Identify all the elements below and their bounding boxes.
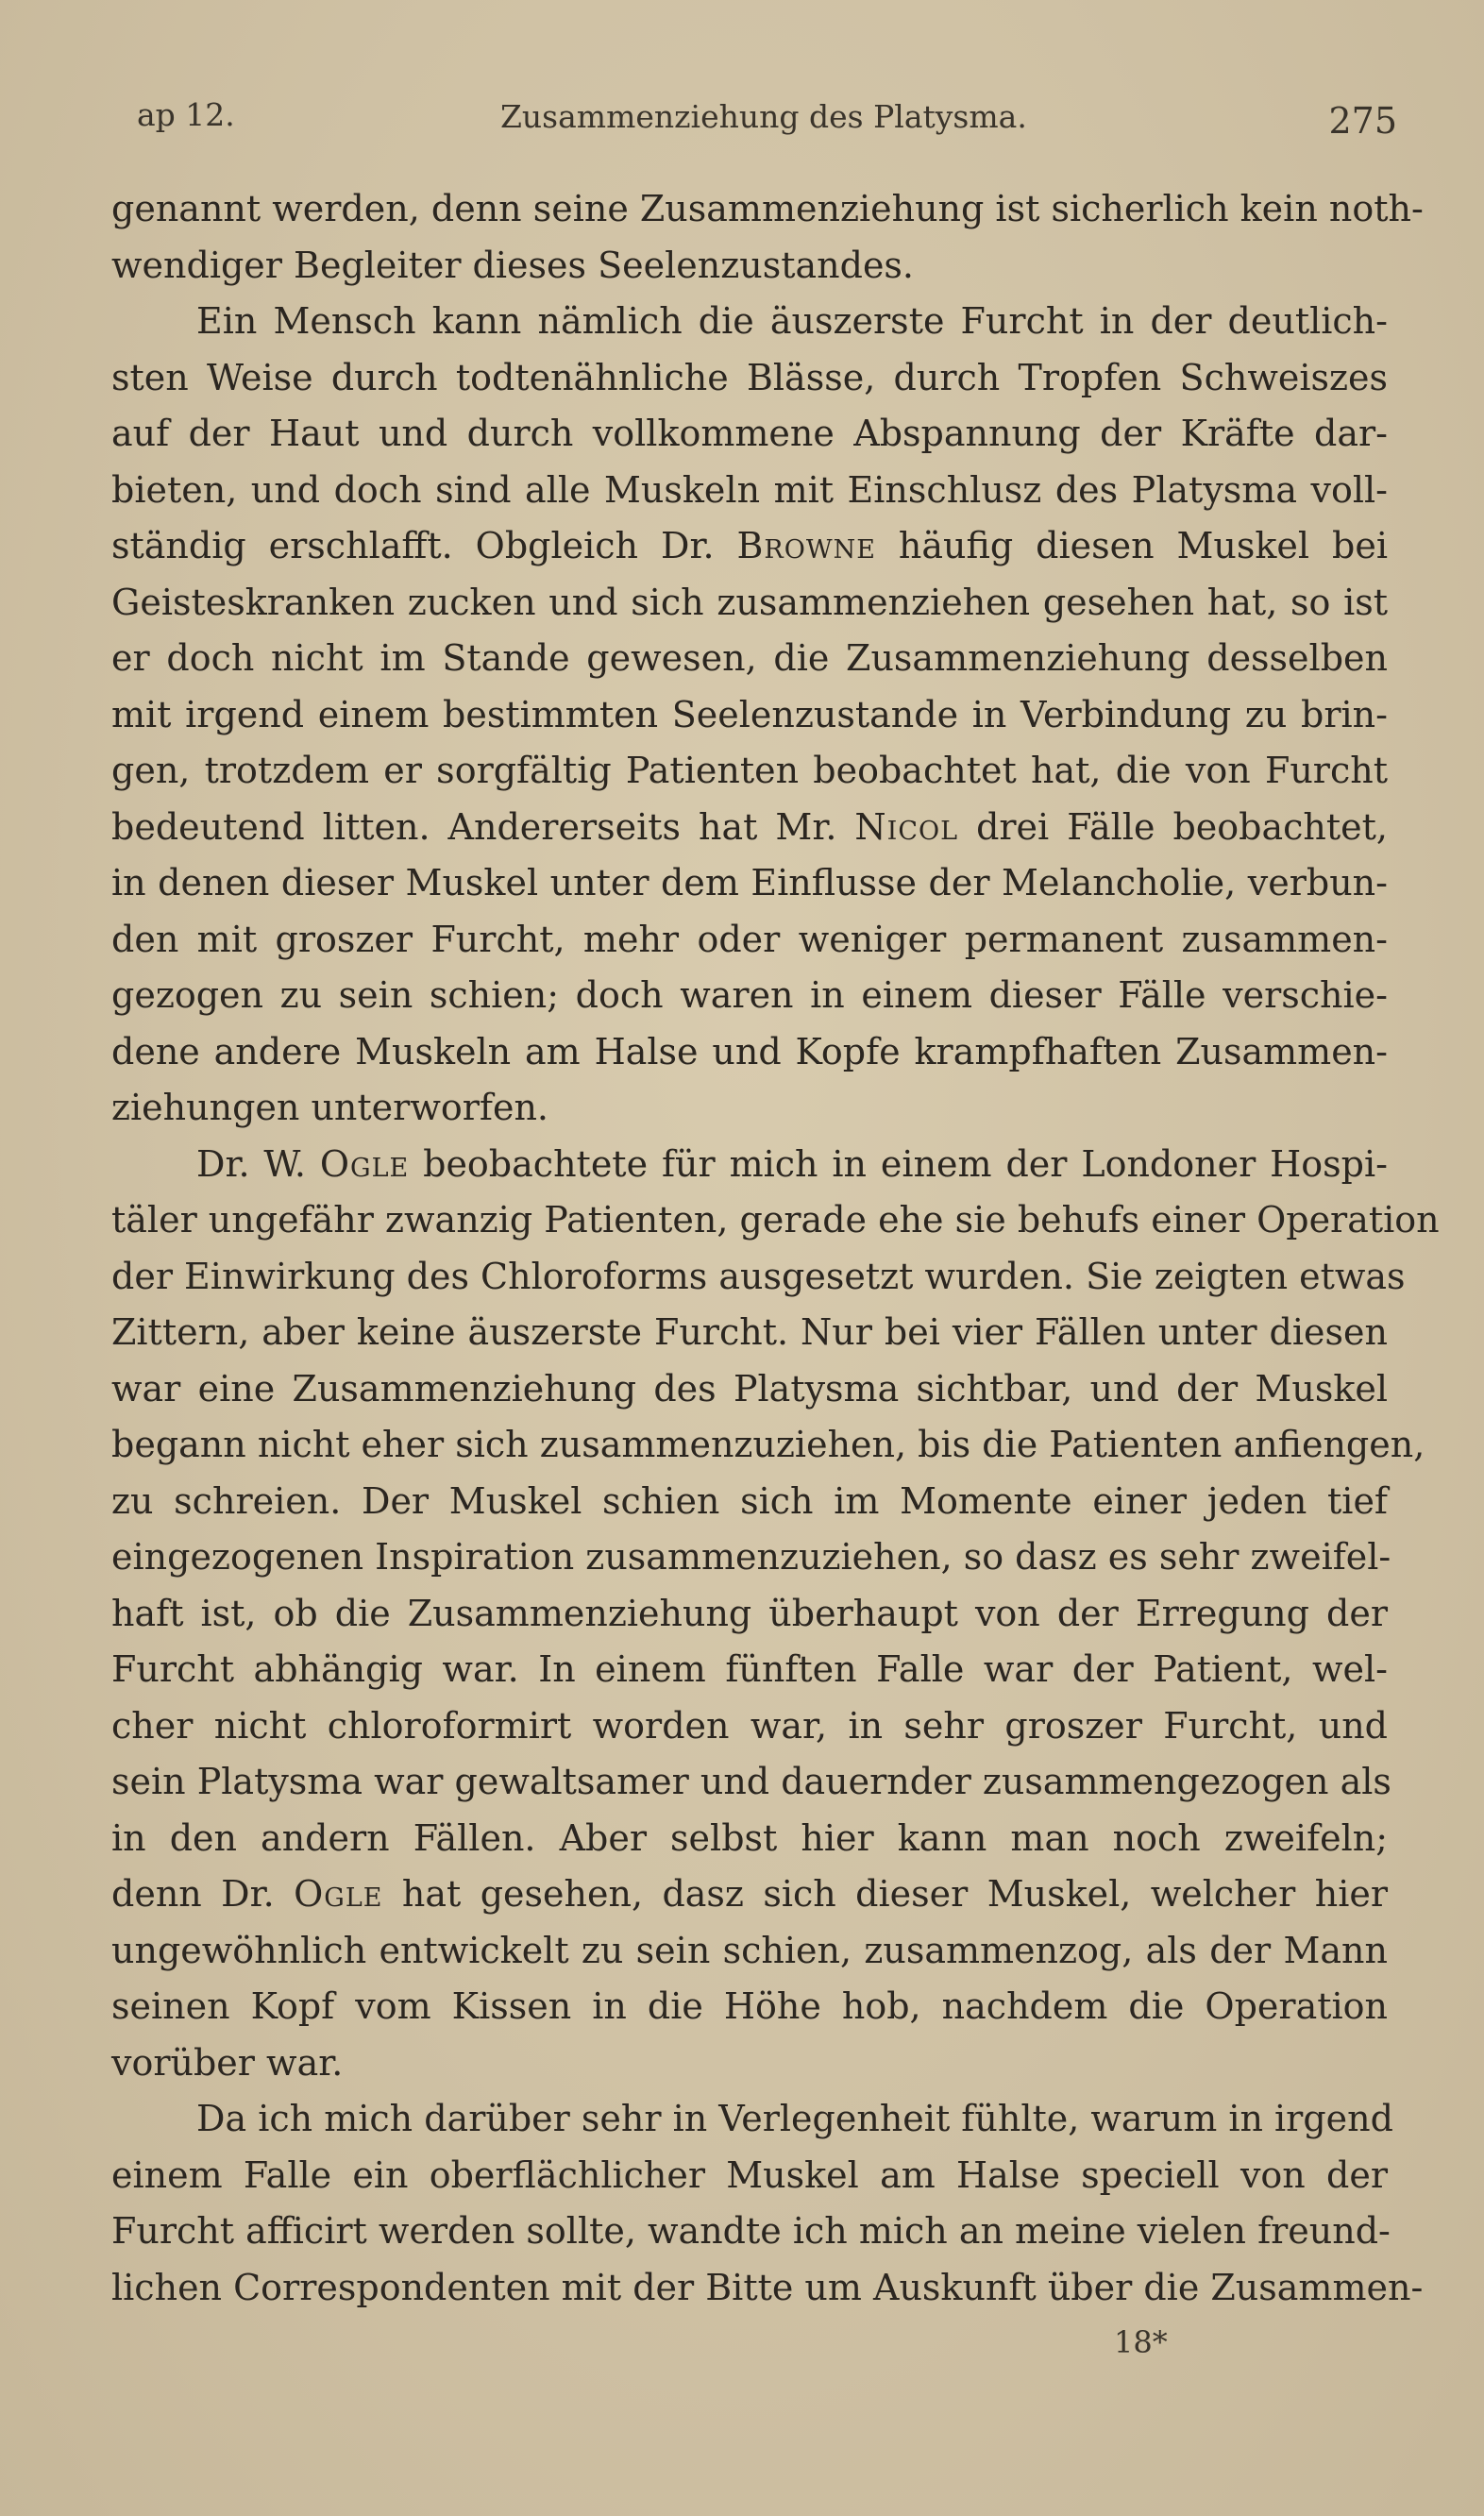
text-run: Geisteskranken zucken und sich zusammenziehen gesehen hat, so ist: [111, 581, 1388, 623]
text-run: Dr. W.: [196, 1142, 320, 1185]
text-line: [111, 2260, 1424, 2317]
text-line: [111, 1474, 1388, 1530]
text-line: [111, 1417, 1425, 1474]
text-line: [111, 1137, 1388, 1193]
running-header: [132, 91, 1397, 147]
text-line: [111, 1811, 1388, 1867]
text-line: [111, 1642, 1388, 1698]
text-line: [111, 800, 1388, 856]
text-run: beobachtete für mich in einem der Londoner Hospi-: [409, 1142, 1388, 1185]
text-line: [111, 1923, 1388, 1980]
text-line: [111, 1529, 1391, 1586]
text-run: ständig erschlafft. Obgleich Dr.: [111, 525, 737, 566]
chapter-ref: ap 12.: [137, 96, 235, 133]
text-line: [111, 575, 1388, 632]
text-line: [111, 1979, 1388, 2035]
signature-mark: 18*: [1114, 2324, 1168, 2360]
text-run: cher nicht chloroformirt worden war, in sehr groszer Furcht, und: [111, 1704, 1388, 1747]
text-line: [111, 855, 1388, 912]
page-number: 275: [1328, 100, 1397, 142]
small-caps-name: Ogle: [294, 1873, 383, 1915]
running-title: Zusammenziehung des Platysma.: [500, 98, 1027, 135]
text-line: [111, 406, 1388, 463]
text-line: [111, 1866, 1388, 1923]
text-run: Ein Mensch kann nämlich die äuszerste Furcht in der deutlich-: [196, 300, 1388, 342]
text-line: [111, 2148, 1388, 2204]
text-line: [111, 238, 1388, 295]
text-run: vorüber war.: [111, 2041, 344, 2084]
text-line: [111, 1305, 1388, 1361]
text-line: [111, 1361, 1388, 1418]
text-run: gen, trotzdem er sorgfältig Patienten beobachtet hat, die von Furcht: [111, 750, 1388, 791]
text-line: [111, 1249, 1406, 1306]
text-run: denn Dr.: [111, 1873, 295, 1915]
text-run: ungewöhnlich entwickelt zu sein schien, zusammenzog, als der Mann: [111, 1929, 1388, 1971]
text-run: lichen Correspondenten mit der Bitte um Auskunft über die Zusammen-: [111, 2266, 1424, 2308]
text-line: [111, 968, 1388, 1024]
small-caps-name: Browne: [736, 525, 876, 566]
text-line: [111, 350, 1388, 407]
small-caps-name: Ogle: [319, 1142, 410, 1185]
text-line: [111, 294, 1388, 350]
text-run: haft ist, ob die Zusammenziehung überhaupt von der Erregung der: [111, 1592, 1388, 1634]
text-run: mit irgend einem bestimmten Seelenzustande in Verbindung zu brin-: [111, 693, 1388, 735]
text-run: dene andere Muskeln am Halse und Kopfe krampfhaften Zusammen-: [111, 1030, 1388, 1072]
text-run: er doch nicht im Stande gewesen, die Zusammenziehung desselben: [111, 637, 1388, 679]
text-run: den mit groszer Furcht, mehr oder weniger permanent zusammen-: [111, 918, 1388, 960]
text-line: [111, 2035, 1388, 2092]
text-run: seinen Kopf vom Kissen in die Höhe hob, nachdem die Operation: [111, 1985, 1388, 2027]
text-run: bedeutend litten. Andererseits hat Mr.: [111, 805, 855, 848]
text-run: Furcht abhängig war. In einem fünften Falle war der Patient, wel-: [111, 1648, 1388, 1690]
text-run: genannt werden, denn seine Zusammenziehung ist sicherlich kein noth-: [111, 188, 1424, 229]
text-line: [111, 2204, 1391, 2260]
text-line: [111, 631, 1388, 687]
text-run: einem Falle ein oberflächlicher Muskel am Halse speciell von der: [111, 2153, 1388, 2196]
text-line: [111, 743, 1388, 800]
text-line: [111, 181, 1424, 238]
text-run: der Einwirkung des Chloroforms ausgesetzt wurden. Sie zeigten etwas: [111, 1255, 1406, 1297]
text-run: Furcht afficirt werden sollte, wandte ich mich an meine vielen freund-: [111, 2210, 1391, 2252]
text-run: in den andern Fällen. Aber selbst hier kann man noch zweifeln;: [111, 1816, 1388, 1859]
text-line: [111, 912, 1388, 969]
text-run: eingezogenen Inspiration zusammenzuziehen, so dasz es sehr zweifel-: [111, 1536, 1391, 1578]
text-run: in denen dieser Muskel unter dem Einflusse der Melancholie, verbun-: [111, 862, 1388, 903]
text-run: zu schreien. Der Muskel schien sich im Momente einer jeden tief: [111, 1479, 1388, 1522]
text-run: begann nicht eher sich zusammenzuziehen, bis die Patienten anfiengen,: [111, 1424, 1425, 1465]
text-run: Da ich mich darüber sehr in Verlegenheit fühlte, warum in irgend: [196, 2098, 1393, 2139]
text-run: ziehungen unterworfen.: [111, 1087, 548, 1128]
text-line: [111, 1080, 1388, 1137]
text-run: auf der Haut und durch vollkommene Abspannung der Kräfte dar-: [111, 413, 1388, 454]
text-run: häufig diesen Muskel bei: [875, 525, 1388, 566]
text-run: täler ungefähr zwanzig Patienten, gerade ehe sie behufs einer Operation: [111, 1199, 1440, 1241]
text-line: [111, 2091, 1393, 2148]
text-line: [111, 1698, 1388, 1755]
text-line: [111, 1586, 1388, 1643]
text-run: bieten, und doch sind alle Muskeln mit Einschlusz des Platysma voll-: [111, 468, 1388, 511]
text-run: sten Weise durch todtenähnliche Blässe, durch Tropfen Schweiszes: [111, 356, 1388, 398]
text-line: [111, 687, 1388, 744]
text-run: war eine Zusammenziehung des Platysma sichtbar, und der Muskel: [111, 1367, 1388, 1410]
text-run: wendiger Begleiter dieses Seelenzustandes.: [111, 244, 915, 286]
text-run: drei Fälle beobachtet,: [958, 805, 1388, 848]
body-text: [111, 181, 1440, 2316]
text-line: [111, 1754, 1391, 1811]
text-run: hat gesehen, dasz sich dieser Muskel, welcher hier: [382, 1873, 1388, 1915]
text-run: Zittern, aber keine äuszerste Furcht. Nur bei vier Fällen unter diesen: [111, 1311, 1388, 1353]
small-caps-name: Nicol: [854, 805, 959, 848]
text-run: sein Platysma war gewaltsamer und dauernder zusammengezogen als: [111, 1761, 1391, 1802]
text-line: [111, 1192, 1440, 1249]
text-line: [111, 518, 1388, 575]
text-run: gezogen zu sein schien; doch waren in einem dieser Fälle verschie-: [111, 974, 1388, 1016]
text-line: [111, 463, 1388, 519]
text-line: [111, 1024, 1388, 1081]
